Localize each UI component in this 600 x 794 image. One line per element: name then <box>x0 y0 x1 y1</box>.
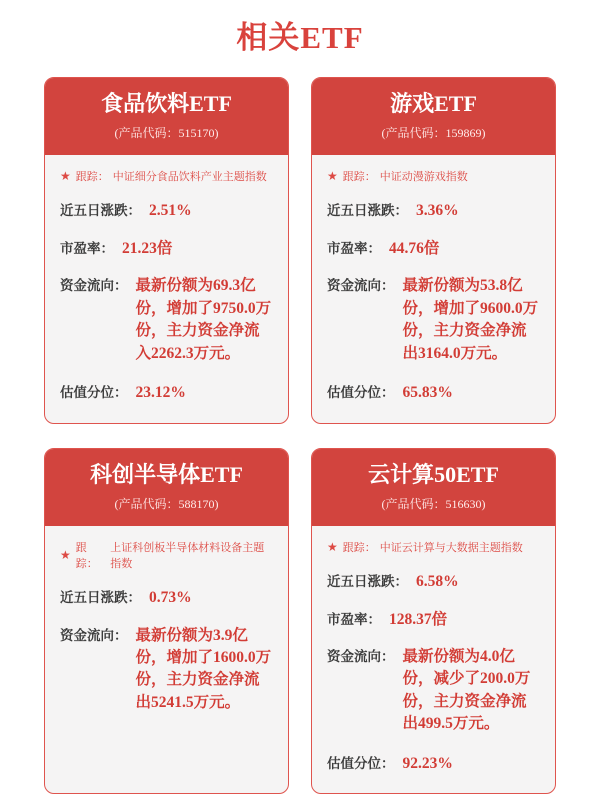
five-day-change-row <box>327 570 540 593</box>
five-day-change-row <box>60 199 273 222</box>
five-day-change-row <box>327 199 540 222</box>
valuation-label: 估值分位： <box>327 755 395 771</box>
etf-product-code: (产品代码：159869) <box>381 126 486 141</box>
fund-flow-label: 资金流向： <box>327 278 395 294</box>
card-header <box>312 78 555 155</box>
etf-card-semiconductor[interactable] <box>44 448 289 794</box>
pe-ratio-row <box>327 237 540 260</box>
fund-flow-row <box>60 274 273 365</box>
five-day-change-label: 近五日涨跌： <box>60 590 141 606</box>
tracking-index: 中证动漫游戏指数 <box>379 171 468 184</box>
tracking-index: 中证细分食品饮料产业主题指数 <box>112 171 267 184</box>
fund-flow-value: 最新份额为69.3亿份，增加了9750.0万份，主力资金净流入2262.3万元。 <box>135 277 272 362</box>
pe-ratio-row <box>60 237 273 260</box>
valuation-label: 估值分位： <box>60 385 128 401</box>
tracking-label: 跟踪： <box>75 171 109 184</box>
fund-flow-label: 资金流向： <box>60 278 128 294</box>
valuation-value: 65.83% <box>402 384 453 402</box>
etf-card-cloud-computing[interactable] <box>311 448 556 794</box>
card-header <box>45 449 288 526</box>
pe-ratio-label: 市盈率： <box>60 240 114 256</box>
fund-flow-row <box>327 645 540 736</box>
pe-ratio-value: 21.23倍 <box>122 239 173 257</box>
fund-flow-row <box>327 274 540 365</box>
card-body <box>45 526 288 793</box>
fund-flow-row <box>60 624 273 715</box>
card-header <box>45 78 288 155</box>
page-title: 相关ETF <box>236 20 364 55</box>
five-day-change-value: 0.73% <box>149 589 192 607</box>
card-body <box>312 155 555 422</box>
tracking-index: 上证科创板半导体材料设备主题指数 <box>110 542 265 571</box>
pe-ratio-label: 市盈率： <box>327 240 381 256</box>
pe-ratio-value: 128.37倍 <box>389 610 448 628</box>
fund-flow-label: 资金流向： <box>60 627 128 643</box>
tracking-row <box>60 539 273 571</box>
etf-name: 云计算50ETF <box>368 461 499 487</box>
star-icon: ★ <box>60 169 71 184</box>
fund-flow-value: 最新份额为3.9亿份，增加了1600.0万份，主力资金净流出5241.5万元。 <box>135 626 272 711</box>
tracking-label: 跟踪： <box>342 542 376 555</box>
pe-ratio-row <box>327 608 540 631</box>
valuation-label: 估值分位： <box>327 385 395 401</box>
star-icon: ★ <box>327 169 338 184</box>
pe-ratio-value: 44.76倍 <box>389 239 440 257</box>
valuation-value: 23.12% <box>135 384 186 402</box>
card-body <box>312 526 555 793</box>
pe-ratio-label: 市盈率： <box>327 611 381 627</box>
five-day-change-label: 近五日涨跌： <box>327 203 408 219</box>
fund-flow-value: 最新份额为53.8亿份，增加了9600.0万份，主力资金净流出3164.0万元。 <box>402 277 539 362</box>
etf-name: 食品饮料ETF <box>101 91 232 116</box>
star-icon: ★ <box>60 548 71 563</box>
etf-name: 游戏ETF <box>390 91 477 116</box>
tracking-index: 中证云计算与大数据主题指数 <box>379 542 523 555</box>
etf-name: 科创半导体ETF <box>90 461 243 487</box>
five-day-change-value: 2.51% <box>149 202 192 220</box>
five-day-change-value: 3.36% <box>416 202 459 220</box>
five-day-change-value: 6.58% <box>416 573 459 591</box>
etf-product-code: (产品代码：516630) <box>381 497 486 512</box>
tracking-row <box>327 539 540 555</box>
valuation-row <box>327 381 540 404</box>
etf-cards-grid <box>0 77 600 794</box>
tracking-label: 跟踪： <box>342 171 376 184</box>
tracking-label: 跟踪： <box>75 542 98 571</box>
tracking-row <box>60 168 273 184</box>
fund-flow-value: 最新份额为4.0亿份，减少了200.0万份，主力资金净流出499.5万元。 <box>402 648 531 733</box>
etf-card-food-beverage[interactable] <box>44 77 289 424</box>
fund-flow-label: 资金流向： <box>327 649 395 664</box>
etf-card-gaming[interactable] <box>311 77 556 424</box>
valuation-row <box>60 381 273 404</box>
etf-product-code: (产品代码：515170) <box>114 126 219 141</box>
five-day-change-label: 近五日涨跌： <box>327 574 408 590</box>
valuation-row <box>327 752 540 775</box>
etf-product-code: (产品代码：588170) <box>114 497 219 512</box>
tracking-row <box>327 168 540 184</box>
star-icon: ★ <box>327 540 338 555</box>
five-day-change-label: 近五日涨跌： <box>60 203 141 219</box>
card-body <box>45 155 288 422</box>
valuation-value: 92.23% <box>402 754 453 772</box>
card-header <box>312 449 555 526</box>
five-day-change-row <box>60 586 273 609</box>
